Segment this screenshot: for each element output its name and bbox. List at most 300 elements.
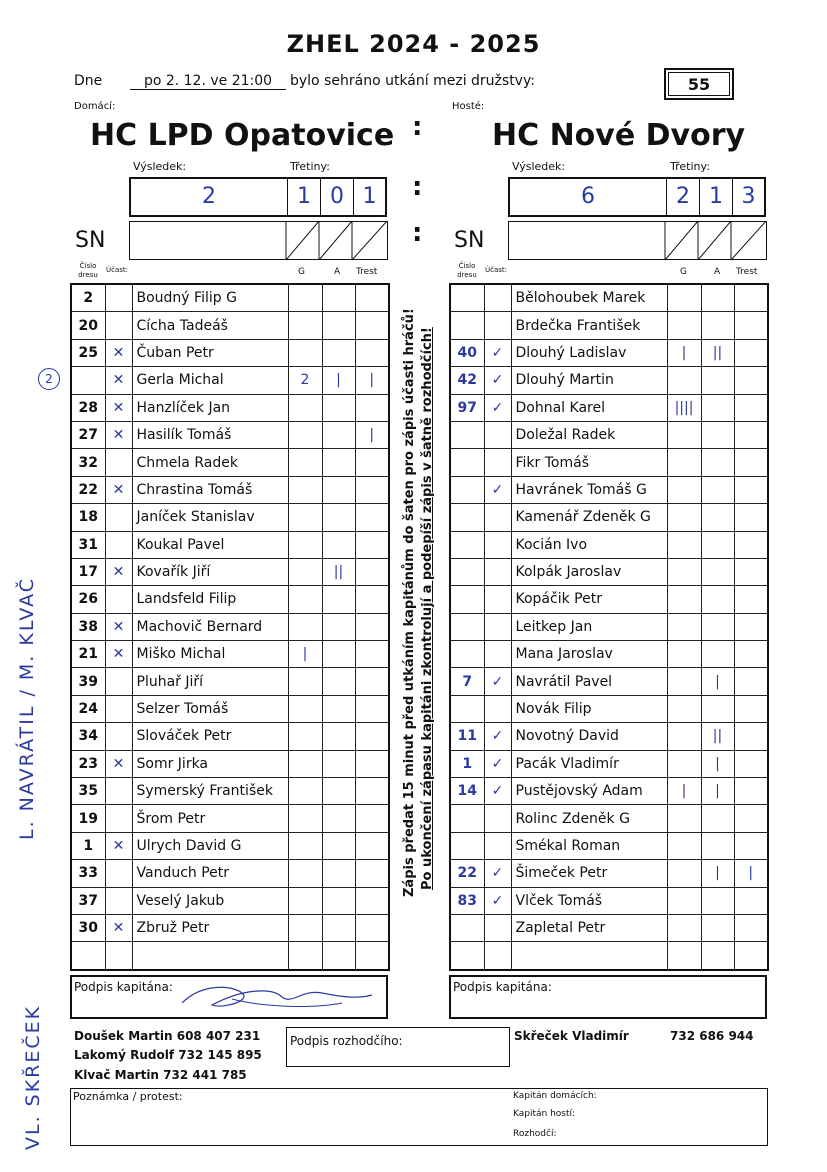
- attendance-mark: [105, 504, 132, 531]
- penalty-cell: [734, 449, 768, 476]
- player-name: Pustějovský Adam: [511, 778, 667, 805]
- penalty-cell: [734, 750, 768, 777]
- home-player-row: [71, 723, 389, 750]
- goals-cell: [288, 284, 322, 312]
- assists-cell: ||: [701, 723, 734, 750]
- penalty-cell: [355, 613, 389, 640]
- player-number: 30: [71, 914, 105, 941]
- assists-cell: [322, 695, 355, 722]
- goals-cell: [288, 586, 322, 613]
- attendance-mark: [105, 942, 132, 970]
- player-name: Janíček Stanislav: [132, 504, 288, 531]
- player-number: 40: [450, 339, 484, 366]
- home-col-a: A: [334, 267, 341, 277]
- date-value: po 2. 12. ve 21:00: [130, 73, 286, 90]
- home-result-label: Výsledek:: [133, 160, 187, 173]
- goals-cell: [288, 312, 322, 339]
- assists-cell: [701, 504, 734, 531]
- home-player-row: [71, 942, 389, 970]
- footer-referee: Rozhodčí:: [513, 1129, 557, 1139]
- attendance-mark: [484, 284, 511, 312]
- assists-cell: [322, 887, 355, 914]
- player-name: Novotný David: [511, 723, 667, 750]
- goals-cell: [288, 394, 322, 421]
- away-player-row: [450, 805, 768, 832]
- assists-cell: [322, 504, 355, 531]
- penalty-cell: [734, 942, 768, 970]
- home-player-row: [71, 531, 389, 558]
- player-name: Dlouhý Martin: [511, 367, 667, 394]
- player-number: [450, 832, 484, 859]
- goals-cell: [667, 312, 701, 339]
- assists-cell: [322, 942, 355, 970]
- away-period-3: 3: [741, 184, 756, 209]
- attendance-mark: ✕: [105, 339, 132, 366]
- away-score: 6: [510, 179, 667, 215]
- goals-cell: [288, 914, 322, 941]
- assists-cell: [322, 531, 355, 558]
- home-captain-sign-box: [70, 975, 388, 1019]
- assists-cell: [322, 476, 355, 503]
- goals-cell: [667, 695, 701, 722]
- attendance-mark: [105, 284, 132, 312]
- assists-cell: [701, 914, 734, 941]
- player-number: [450, 586, 484, 613]
- goals-cell: [667, 750, 701, 777]
- goals-cell: [288, 778, 322, 805]
- assists-cell: [322, 394, 355, 421]
- penalty-cell: [734, 832, 768, 859]
- goals-cell: [667, 613, 701, 640]
- player-number: [450, 695, 484, 722]
- home-contact-1: Doušek Martin 608 407 231: [74, 1029, 261, 1043]
- attendance-mark: [105, 668, 132, 695]
- away-player-row: [450, 367, 768, 394]
- attendance-mark: ✕: [105, 367, 132, 394]
- attendance-mark: ✓: [484, 476, 511, 503]
- penalty-cell: [734, 914, 768, 941]
- attendance-mark: ✓: [484, 778, 511, 805]
- goals-cell: [667, 504, 701, 531]
- assists-cell: [701, 641, 734, 668]
- penalty-cell: [355, 778, 389, 805]
- home-player-row: [71, 312, 389, 339]
- player-name: Havránek Tomáš G: [511, 476, 667, 503]
- home-col-g: G: [298, 267, 305, 277]
- goals-cell: [667, 668, 701, 695]
- away-periods-label: Třetiny:: [670, 160, 710, 173]
- away-col-ucast: Účast:: [485, 266, 508, 274]
- penalty-cell: [355, 641, 389, 668]
- assists-cell: [701, 586, 734, 613]
- player-number: 20: [71, 312, 105, 339]
- player-number: 32: [71, 449, 105, 476]
- player-name: Rolinc Zdeněk G: [511, 805, 667, 832]
- player-number: [450, 613, 484, 640]
- away-player-row: [450, 504, 768, 531]
- player-name: Somr Jirka: [132, 750, 288, 777]
- assists-cell: [322, 723, 355, 750]
- goals-cell: [288, 887, 322, 914]
- attendance-mark: [105, 723, 132, 750]
- penalty-cell: [734, 805, 768, 832]
- assists-cell: [701, 312, 734, 339]
- goals-cell: [288, 613, 322, 640]
- home-player-row: [71, 504, 389, 531]
- assists-cell: |: [322, 367, 355, 394]
- penalty-cell: [355, 558, 389, 585]
- penalty-cell: [734, 586, 768, 613]
- assists-cell: [322, 449, 355, 476]
- player-name: Chmela Radek: [132, 449, 288, 476]
- attendance-mark: [484, 421, 511, 448]
- away-player-row: [450, 887, 768, 914]
- goals-cell: [288, 723, 322, 750]
- home-period-1: 1: [288, 179, 321, 215]
- away-player-row: [450, 421, 768, 448]
- penalty-cell: [355, 805, 389, 832]
- penalty-cell: [734, 339, 768, 366]
- player-number: 21: [71, 641, 105, 668]
- note-label: Poznámka / protest:: [73, 1090, 183, 1103]
- home-sn-label: SN: [75, 228, 106, 253]
- player-name: Šrom Petr: [132, 805, 288, 832]
- player-number: 83: [450, 887, 484, 914]
- penalty-cell: [355, 284, 389, 312]
- away-player-row: [450, 613, 768, 640]
- attendance-mark: [105, 531, 132, 558]
- center-note-1: Zápis předat 15 minut před utkáním kapitánům do šaten pro zápis účasti hráčů!: [402, 308, 417, 897]
- away-player-row: [450, 942, 768, 970]
- attendance-mark: [105, 887, 132, 914]
- attendance-mark: ✕: [105, 476, 132, 503]
- goals-cell: [288, 695, 322, 722]
- assists-cell: [322, 778, 355, 805]
- player-name: Cícha Tadeáš: [132, 312, 288, 339]
- penalty-cell: [355, 668, 389, 695]
- home-player-row: [71, 476, 389, 503]
- away-col-a: A: [714, 267, 721, 277]
- goals-cell: [667, 558, 701, 585]
- player-name: Zapletal Petr: [511, 914, 667, 941]
- player-number: [450, 504, 484, 531]
- goals-cell: [667, 805, 701, 832]
- penalty-cell: [355, 914, 389, 941]
- away-player-row: [450, 531, 768, 558]
- home-player-row: [71, 449, 389, 476]
- player-number: [450, 805, 484, 832]
- away-player-row: [450, 723, 768, 750]
- goals-cell: [288, 668, 322, 695]
- player-name: Hasilík Tomáš: [132, 421, 288, 448]
- player-name: Symerský František: [132, 778, 288, 805]
- assists-cell: [322, 805, 355, 832]
- sn-separator: :: [412, 218, 423, 248]
- player-name: Slováček Petr: [132, 723, 288, 750]
- away-player-row: [450, 394, 768, 421]
- home-periods-label: Třetiny:: [290, 160, 330, 173]
- home-player-row: [71, 695, 389, 722]
- home-player-row: [71, 805, 389, 832]
- home-player-row: [71, 284, 389, 312]
- goals-cell: [667, 641, 701, 668]
- penalty-cell: [355, 586, 389, 613]
- player-number: [450, 449, 484, 476]
- attendance-mark: [484, 312, 511, 339]
- home-period-3: 1: [362, 184, 377, 209]
- penalty-cell: [734, 778, 768, 805]
- away-sn-box: [508, 221, 767, 261]
- penalty-cell: [355, 860, 389, 887]
- player-number: 19: [71, 805, 105, 832]
- goals-cell: [667, 887, 701, 914]
- away-player-row: [450, 339, 768, 366]
- referee-sign-label: Podpis rozhodčího:: [290, 1034, 403, 1048]
- goals-cell: [667, 586, 701, 613]
- player-name: [132, 942, 288, 970]
- played-text: bylo sehráno utkání mezi družstvy:: [290, 73, 535, 89]
- player-number: 1: [450, 750, 484, 777]
- player-number: 24: [71, 695, 105, 722]
- player-number: 17: [71, 558, 105, 585]
- attendance-mark: [484, 914, 511, 941]
- assists-cell: [701, 421, 734, 448]
- away-roster-table: [449, 283, 769, 971]
- player-number: 18: [71, 504, 105, 531]
- goals-cell: [288, 421, 322, 448]
- player-name: Machovič Bernard: [132, 613, 288, 640]
- player-name: Miško Michal: [132, 641, 288, 668]
- assists-cell: [322, 860, 355, 887]
- player-name: Novák Filip: [511, 695, 667, 722]
- player-number: 7: [450, 668, 484, 695]
- assists-cell: [322, 914, 355, 941]
- penalty-cell: [355, 832, 389, 859]
- goals-cell: [288, 942, 322, 970]
- away-captain-sign-label: Podpis kapitána:: [453, 980, 552, 994]
- player-name: [511, 942, 667, 970]
- home-player-row: [71, 750, 389, 777]
- player-number: 25: [71, 339, 105, 366]
- note-box: [70, 1088, 768, 1146]
- assists-cell: [701, 284, 734, 312]
- home-player-row: [71, 339, 389, 366]
- penalty-cell: |: [355, 421, 389, 448]
- away-team-name: HC Nové Dvory: [492, 118, 746, 153]
- penalty-cell: [734, 421, 768, 448]
- assists-cell: [322, 339, 355, 366]
- away-captain-sign-box: [449, 975, 767, 1019]
- attendance-mark: [484, 832, 511, 859]
- home-player-row: [71, 887, 389, 914]
- footer-captain-away: Kapitán hostí:: [513, 1109, 576, 1119]
- attendance-mark: [105, 312, 132, 339]
- player-number: 31: [71, 531, 105, 558]
- attendance-mark: [484, 558, 511, 585]
- match-number-box: [664, 68, 734, 100]
- goals-cell: [667, 860, 701, 887]
- away-player-row: [450, 558, 768, 585]
- goals-cell: [288, 750, 322, 777]
- home-player-row: [71, 421, 389, 448]
- home-captain-signature: [172, 979, 382, 1015]
- player-name: Chrastina Tomáš: [132, 476, 288, 503]
- player-number: 37: [71, 887, 105, 914]
- player-number: 38: [71, 613, 105, 640]
- home-player-row: [71, 558, 389, 585]
- assists-cell: |: [701, 668, 734, 695]
- player-number: [71, 942, 105, 970]
- home-team-name: HC LPD Opatovice: [90, 118, 395, 153]
- margin-note-2: VL. SKŘEČEK: [22, 1004, 44, 1150]
- player-number: [450, 558, 484, 585]
- player-name: Leitkep Jan: [511, 613, 667, 640]
- penalty-cell: [734, 668, 768, 695]
- penalty-cell: [355, 750, 389, 777]
- goals-cell: [288, 805, 322, 832]
- player-number: 14: [450, 778, 484, 805]
- away-player-row: [450, 284, 768, 312]
- away-player-row: [450, 860, 768, 887]
- home-player-row: [71, 367, 389, 394]
- goals-cell: [667, 723, 701, 750]
- attendance-mark: [484, 942, 511, 970]
- goals-cell: [288, 860, 322, 887]
- assists-cell: [701, 367, 734, 394]
- away-player-row: [450, 586, 768, 613]
- player-name: Čuban Petr: [132, 339, 288, 366]
- penalty-cell: [734, 504, 768, 531]
- penalty-cell: [355, 312, 389, 339]
- attendance-mark: [484, 613, 511, 640]
- attendance-mark: ✓: [484, 367, 511, 394]
- player-number: [450, 312, 484, 339]
- away-player-row: [450, 695, 768, 722]
- player-number: 34: [71, 723, 105, 750]
- penalty-cell: [355, 531, 389, 558]
- home-score-box: [129, 177, 387, 217]
- attendance-mark: ✓: [484, 723, 511, 750]
- player-number: 28: [71, 394, 105, 421]
- goals-cell: |: [288, 641, 322, 668]
- goals-cell: [667, 942, 701, 970]
- player-number: 2: [71, 284, 105, 312]
- player-number: [450, 942, 484, 970]
- player-name: Ulrych David G: [132, 832, 288, 859]
- away-period-2: 1: [700, 179, 733, 215]
- player-name: Pluhař Jiří: [132, 668, 288, 695]
- player-name: Selzer Tomáš: [132, 695, 288, 722]
- penalty-cell: [355, 695, 389, 722]
- goals-cell: [667, 531, 701, 558]
- goals-cell: 2: [288, 367, 322, 394]
- home-col-ucast: Účast:: [106, 266, 129, 274]
- goals-cell: [288, 531, 322, 558]
- attendance-mark: [105, 695, 132, 722]
- attendance-mark: ✓: [484, 668, 511, 695]
- player-name: Kovařík Jiří: [132, 558, 288, 585]
- footer-captain-home: Kapitán domácích:: [513, 1091, 597, 1101]
- player-number: 39: [71, 668, 105, 695]
- goals-cell: |: [667, 339, 701, 366]
- assists-cell: [701, 476, 734, 503]
- assists-cell: [701, 942, 734, 970]
- player-name: Kolpák Jaroslav: [511, 558, 667, 585]
- assists-cell: [322, 586, 355, 613]
- away-col-trest: Trest: [736, 267, 758, 277]
- penalty-cell: [355, 723, 389, 750]
- penalty-cell: [734, 531, 768, 558]
- home-player-row: [71, 778, 389, 805]
- penalty-cell: [734, 641, 768, 668]
- assists-cell: [701, 449, 734, 476]
- goals-cell: [667, 476, 701, 503]
- assists-cell: [701, 394, 734, 421]
- home-player-row: [71, 832, 389, 859]
- player-name: Dlouhý Ladislav: [511, 339, 667, 366]
- player-name: Veselý Jakub: [132, 887, 288, 914]
- home-contact-2: Lakomý Rudolf 732 145 895: [74, 1048, 262, 1062]
- away-player-row: [450, 312, 768, 339]
- player-name: Kocián Ivo: [511, 531, 667, 558]
- attendance-mark: [484, 504, 511, 531]
- player-name: Bělohoubek Marek: [511, 284, 667, 312]
- player-name: Mana Jaroslav: [511, 641, 667, 668]
- attendance-mark: [105, 586, 132, 613]
- home-player-row: [71, 586, 389, 613]
- attendance-mark: ✓: [484, 887, 511, 914]
- attendance-mark: ✕: [105, 832, 132, 859]
- score-separator: :: [412, 172, 423, 202]
- penalty-cell: [355, 942, 389, 970]
- assists-cell: [701, 832, 734, 859]
- penalty-cell: [734, 613, 768, 640]
- penalty-cell: [734, 476, 768, 503]
- home-score: 2: [131, 179, 288, 215]
- goals-cell: [667, 914, 701, 941]
- player-name: Koukal Pavel: [132, 531, 288, 558]
- attendance-mark: [484, 641, 511, 668]
- away-player-row: [450, 914, 768, 941]
- player-number: 27: [71, 421, 105, 448]
- away-player-row: [450, 750, 768, 777]
- attendance-mark: ✕: [105, 750, 132, 777]
- attendance-mark: ✕: [105, 558, 132, 585]
- penalty-cell: [355, 476, 389, 503]
- away-col-number: Číslo dresu: [457, 262, 477, 279]
- assists-cell: [322, 750, 355, 777]
- home-player-row: [71, 668, 389, 695]
- away-player-row: [450, 641, 768, 668]
- assists-cell: ||: [322, 558, 355, 585]
- assists-cell: [701, 531, 734, 558]
- away-player-row: [450, 449, 768, 476]
- player-name: Landsfeld Filip: [132, 586, 288, 613]
- penalty-cell: [734, 887, 768, 914]
- assists-cell: [322, 421, 355, 448]
- penalty-cell: [734, 723, 768, 750]
- away-contact-phone: 732 686 944: [670, 1029, 754, 1043]
- player-number: 1: [71, 832, 105, 859]
- away-col-g: G: [680, 267, 687, 277]
- player-number: 97: [450, 394, 484, 421]
- referee-sign-box: [286, 1027, 510, 1067]
- team-separator: :: [412, 112, 423, 142]
- player-number: 22: [71, 476, 105, 503]
- away-player-row: [450, 476, 768, 503]
- player-name: Vanduch Petr: [132, 860, 288, 887]
- home-player-row: [71, 914, 389, 941]
